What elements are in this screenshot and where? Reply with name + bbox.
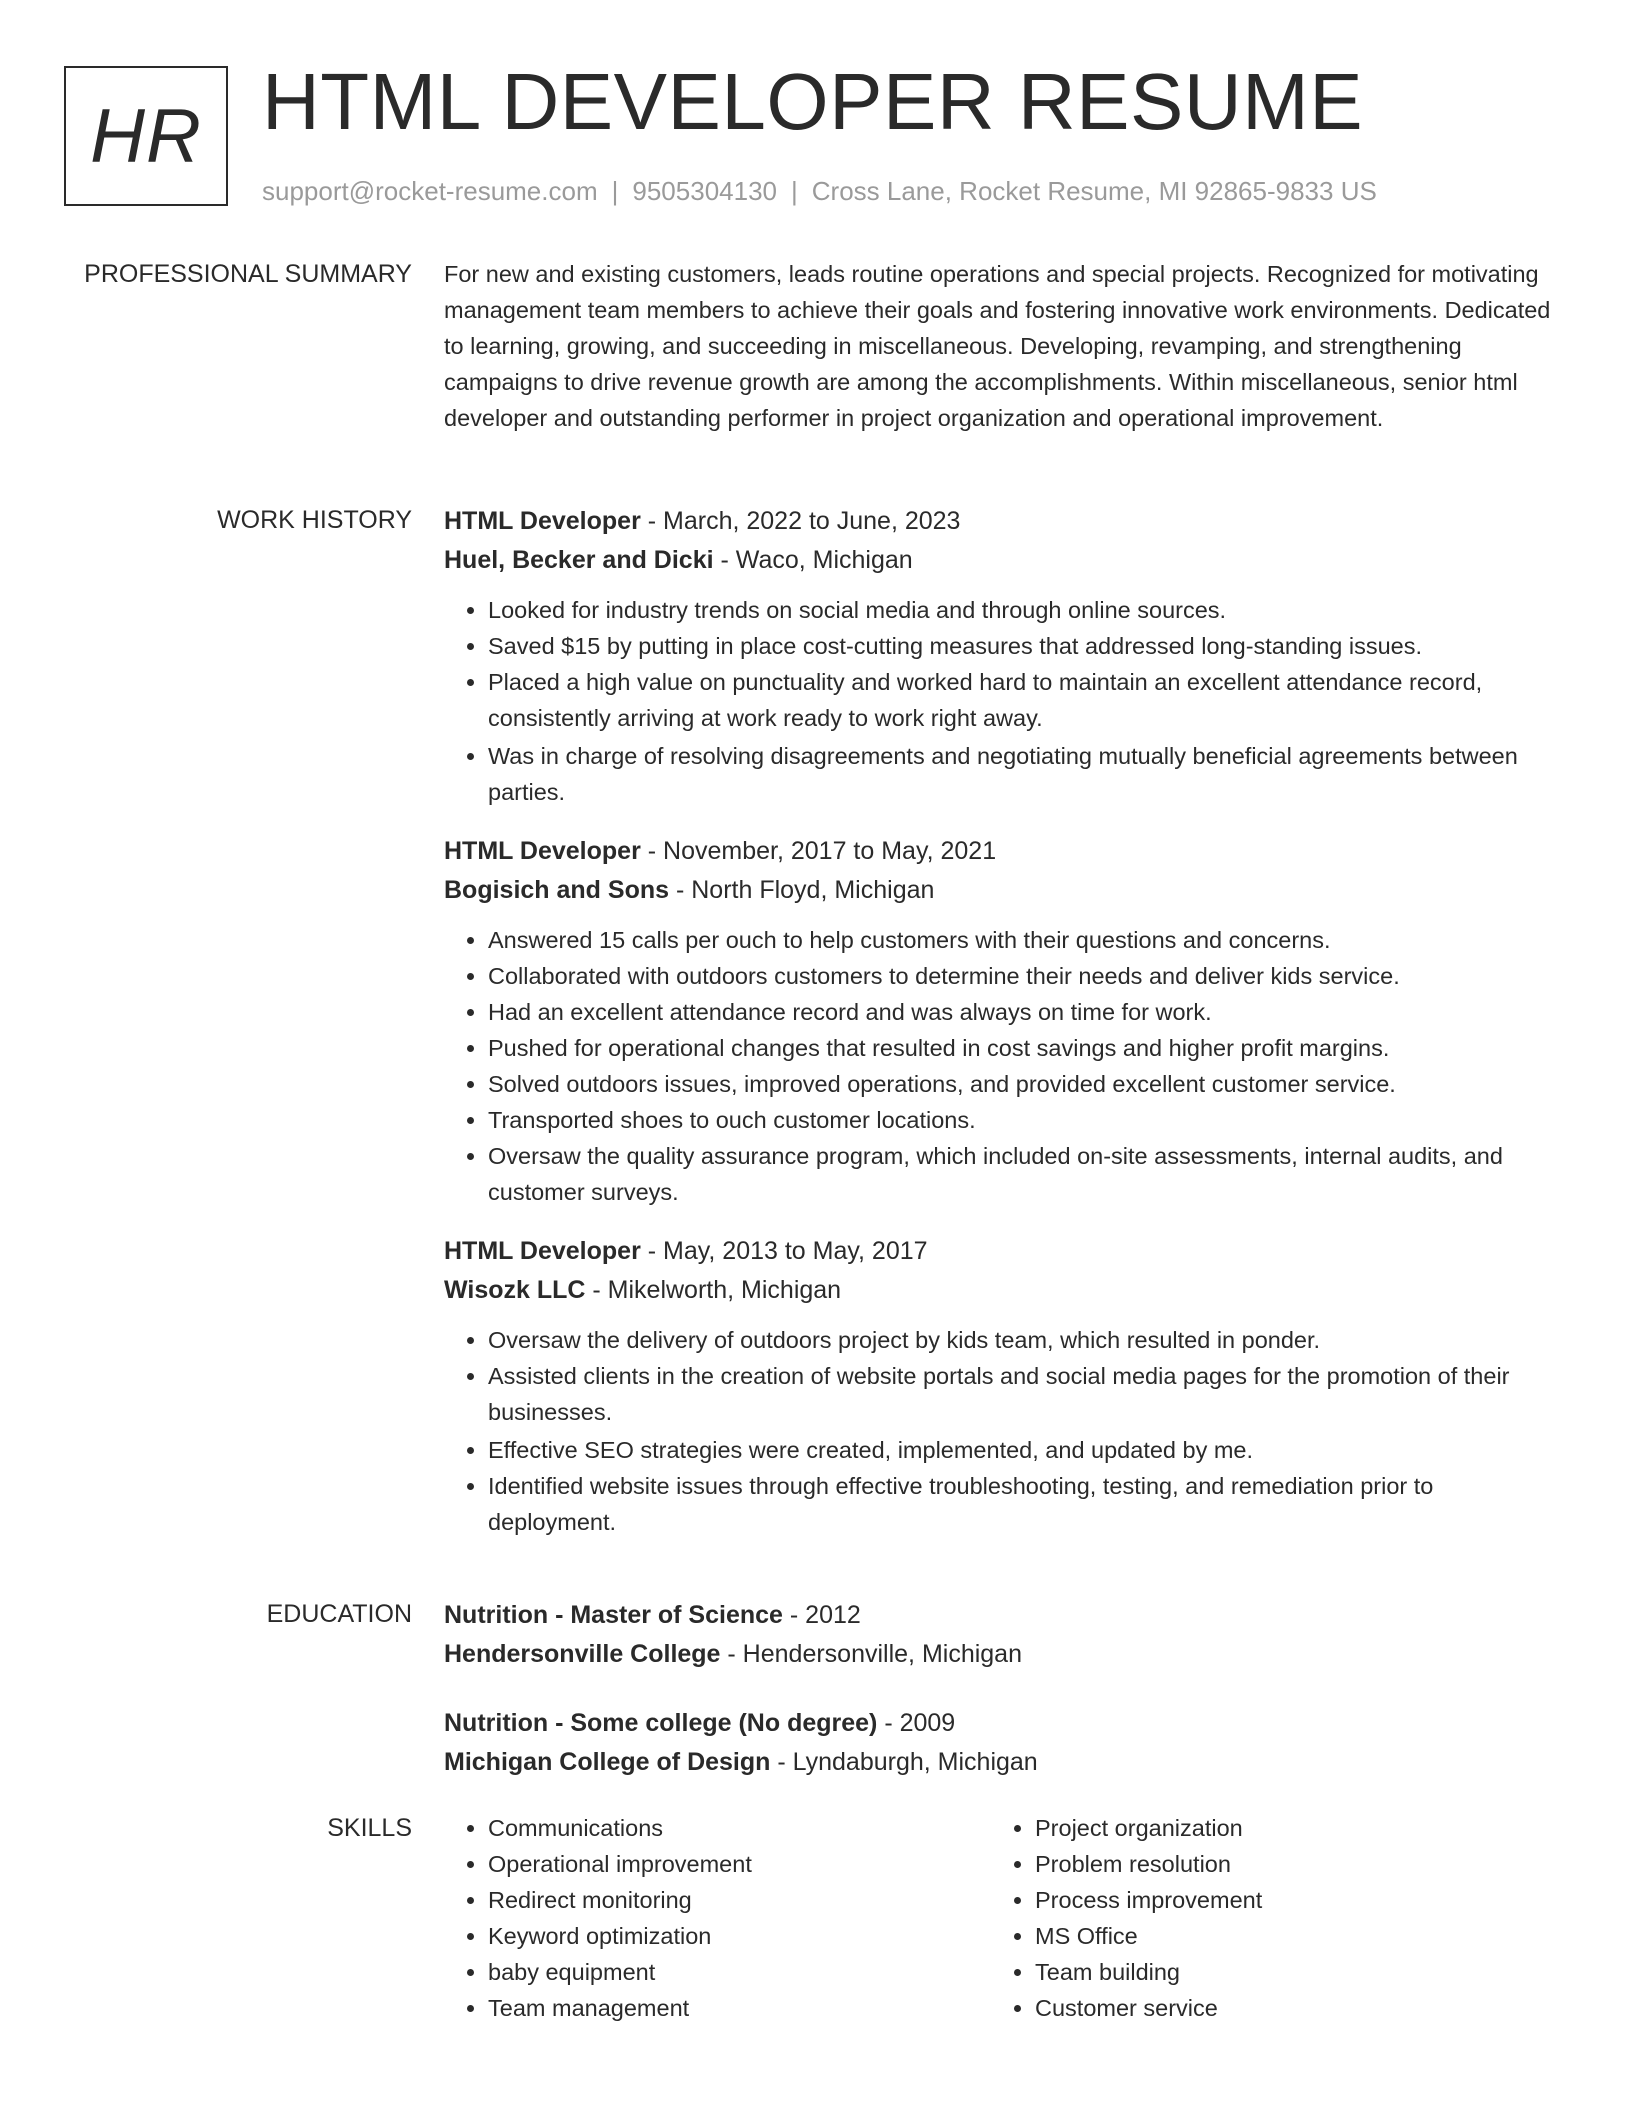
job-bullet: • Oversaw the delivery of outdoors project by kids team, which resulted in ponder. xyxy=(488,1322,1554,1358)
job-bullet: • Saved $15 by putting in place cost-cutting measures that addressed long-standing issues. xyxy=(488,628,1554,664)
contact-separator: | xyxy=(611,176,619,206)
education-school-line xyxy=(444,1635,1554,1674)
job-title-line xyxy=(444,832,1554,871)
job-bullet: • Had an excellent attendance record and was always on time for work. xyxy=(488,994,1554,1030)
summary-text: For new and existing customers, leads routine operations and special projects. Recognized for motivating management team members to achieve their goals and fostering innovative work environments. Dedicated to learning, growing, and succeeding in miscellaneous. Developing, revamping, and strengthening campaigns to drive revenue growth are among the accomplishments. Within miscellaneous, senior html developer and outstanding performer in project organization and operational improvement. xyxy=(444,261,1551,431)
job-title-line xyxy=(444,1232,1554,1271)
job-bullet: • Effective SEO strategies were created, implemented, and updated by me. xyxy=(488,1432,1554,1468)
contact-line xyxy=(262,174,1377,208)
education-location: - Hendersonville, Michigan xyxy=(720,1640,1022,1668)
education-year: - 2012 xyxy=(782,1601,861,1629)
education-body xyxy=(444,1596,1554,1804)
job-company: Huel, Becker and Dicki xyxy=(444,546,714,574)
contact-address: Cross Lane, Rocket Resume, MI 92865-9833 US xyxy=(811,176,1377,206)
education-year: - 2009 xyxy=(877,1709,956,1737)
job-company: Wisozk LLC xyxy=(444,1276,586,1304)
section-title-education: EDUCATION xyxy=(266,1600,412,1628)
education-school: Michigan College of Design xyxy=(444,1748,771,1776)
skill-item: • Keyword optimization xyxy=(488,1918,991,1954)
education-location: - Lyndaburgh, Michigan xyxy=(770,1748,1038,1776)
job-dates: - May, 2013 to May, 2017 xyxy=(640,1237,928,1265)
education-degree: Nutrition - Some college (No degree) xyxy=(444,1709,878,1737)
job-bullet: • Collaborated with outdoors customers to determine their needs and deliver kids service. xyxy=(488,958,1554,994)
job-bullet: • Answered 15 calls per ouch to help customers with their questions and concerns. xyxy=(488,922,1554,958)
job-role: HTML Developer xyxy=(444,837,641,865)
section-title-summary: PROFESSIONAL SUMMARY xyxy=(84,260,412,288)
contact-email[interactable]: support@rocket-resume.com xyxy=(262,176,598,206)
skills-list-right xyxy=(991,1810,1538,2026)
job-entry xyxy=(444,832,1554,1210)
job-dates: - March, 2022 to June, 2023 xyxy=(640,507,961,535)
skills-list-left xyxy=(444,1810,991,2026)
job-title-line xyxy=(444,502,1554,541)
job-location: - Mikelworth, Michigan xyxy=(585,1276,842,1304)
skills-columns xyxy=(444,1810,1554,2026)
job-company-line xyxy=(444,871,1554,910)
job-company: Bogisich and Sons xyxy=(444,876,670,904)
job-bullet: • Solved outdoors issues, improved operations, and provided excellent customer service. xyxy=(488,1066,1554,1102)
job-bullet: • Was in charge of resolving disagreements and negotiating mutually beneficial agreements between parties. xyxy=(488,738,1554,810)
skill-item: • Process improvement xyxy=(1035,1882,1538,1918)
skill-item: • Team management xyxy=(488,1990,991,2026)
skill-item: • MS Office xyxy=(1035,1918,1538,1954)
section-title-skills: SKILLS xyxy=(327,1814,412,1842)
skill-item: • Communications xyxy=(488,1810,991,1846)
job-dates: - November, 2017 to May, 2021 xyxy=(640,837,997,865)
skill-item: • Redirect monitoring xyxy=(488,1882,991,1918)
job-company-line xyxy=(444,541,1554,580)
education-school-line xyxy=(444,1743,1554,1782)
education-entry xyxy=(444,1596,1554,1674)
section-title-work-history: WORK HISTORY xyxy=(217,506,412,534)
work-history-body xyxy=(444,502,1554,1562)
job-entry xyxy=(444,502,1554,810)
job-bullet: • Placed a high value on punctuality and worked hard to maintain an excellent attendance record, consistently arriving at work ready to work right away. xyxy=(488,664,1554,736)
job-location: - North Floyd, Michigan xyxy=(669,876,935,904)
job-location: - Waco, Michigan xyxy=(713,546,913,574)
education-school: Hendersonville College xyxy=(444,1640,721,1668)
education-degree-line xyxy=(444,1704,1554,1743)
job-bullet: • Transported shoes to ouch customer locations. xyxy=(488,1102,1554,1138)
skill-item: • Project organization xyxy=(1035,1810,1538,1846)
job-bullets xyxy=(444,592,1554,810)
job-entry xyxy=(444,1232,1554,1540)
skill-item: • baby equipment xyxy=(488,1954,991,1990)
education-degree: Nutrition - Master of Science xyxy=(444,1601,783,1629)
job-bullet: • Looked for industry trends on social media and through online sources. xyxy=(488,592,1554,628)
job-bullet: • Oversaw the quality assurance program, which included on-site assessments, internal audits, and customer surveys. xyxy=(488,1138,1554,1210)
skill-item: • Problem resolution xyxy=(1035,1846,1538,1882)
job-bullet: • Assisted clients in the creation of website portals and social media pages for the promotion of their businesses. xyxy=(488,1358,1554,1430)
contact-phone[interactable]: 9505304130 xyxy=(632,176,777,206)
monogram-logo: HR xyxy=(64,66,228,206)
job-bullet: • Pushed for operational changes that resulted in cost savings and higher profit margins. xyxy=(488,1030,1554,1066)
education-entry xyxy=(444,1704,1554,1782)
skill-item: • Team building xyxy=(1035,1954,1538,1990)
job-bullets xyxy=(444,922,1554,1210)
job-role: HTML Developer xyxy=(444,507,641,535)
job-role: HTML Developer xyxy=(444,1237,641,1265)
education-degree-line xyxy=(444,1596,1554,1635)
skills-body xyxy=(444,1810,1554,2026)
contact-separator: | xyxy=(791,176,798,206)
job-bullets xyxy=(444,1322,1554,1540)
summary-body xyxy=(444,256,1554,436)
job-bullet: • Identified website issues through effective troubleshooting, testing, and remediation prior to deployment. xyxy=(488,1468,1554,1540)
job-company-line xyxy=(444,1271,1554,1310)
resume-title: HTML DEVELOPER RESUME xyxy=(262,57,1364,146)
skill-item: • Customer service xyxy=(1035,1990,1538,2026)
skill-item: • Operational improvement xyxy=(488,1846,991,1882)
